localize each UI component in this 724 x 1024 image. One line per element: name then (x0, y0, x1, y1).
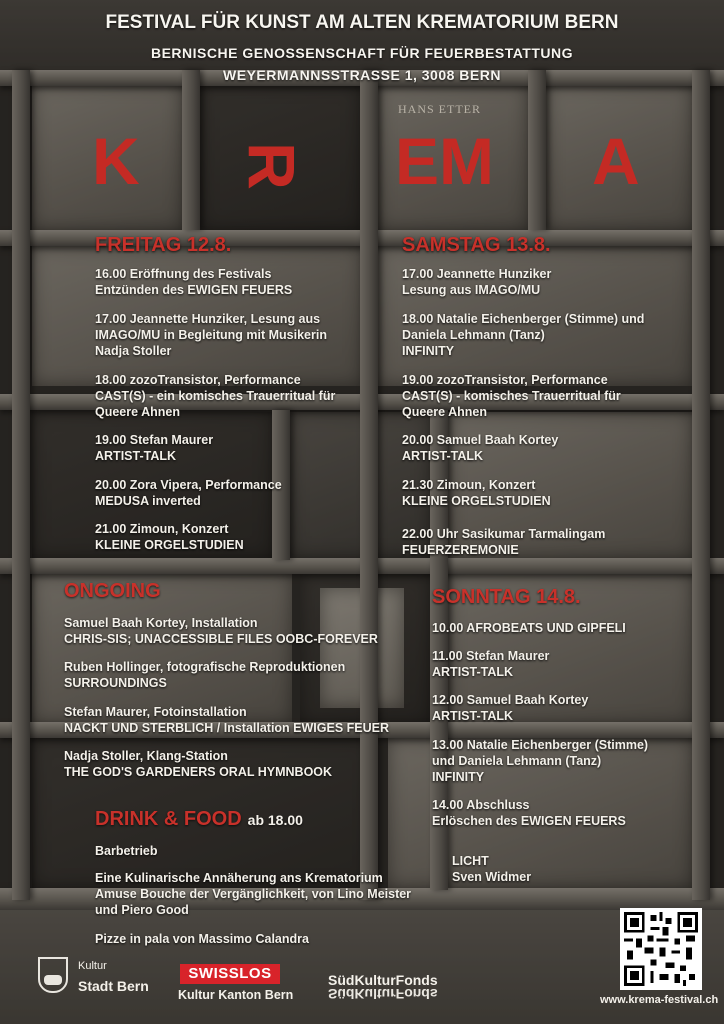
sunday-item: 14.00 Abschluss Erlöschen des EWIGEN FEUERS (432, 798, 626, 828)
organizer: BERNISCHE GENOSSENSCHAFT FÜR FEUERBESTATTUNG (150, 45, 574, 61)
kultur-label: Kultur (78, 960, 107, 972)
friday-item: 16.00 Eröffnung des Festivals Entzünden des EWIGEN FEUERS (95, 267, 293, 297)
qr-code-icon[interactable] (620, 908, 702, 990)
address: WEYERMANNSSTRASSE 1, 3008 BERN (223, 67, 501, 83)
krema-letter-a: A (592, 124, 640, 198)
krema-letter-k: K (92, 124, 140, 198)
sunday-item: 11.00 Stefan Maurer ARTIST-TALK (432, 649, 550, 679)
saturday-item: 17.00 Jeannette Hunziker Lesung aus IMAGO/MU (402, 267, 552, 297)
ongoing-item: Nadja Stoller, Klang-Station THE GOD'S GARDENERS ORAL HYMNBOOK (64, 749, 333, 779)
sunday-item: 10.00 AFROBEATS UND GIPFELI (432, 621, 626, 635)
saturday-heading: SAMSTAG 13.8. (402, 234, 551, 256)
stadt-bern-logo: Stadt Bern (78, 978, 149, 994)
krema-letter-r: R (234, 142, 309, 190)
krema-letters-em: EM (395, 124, 494, 198)
suedkulturfonds-logo-mirror: SüdKulturFonds (328, 986, 438, 1002)
sunday-item: 13.00 Natalie Eichenberger (Stimme) und Daniela Lehmann (Tanz) INFINITY (432, 738, 649, 784)
saturday-item: 21.30 Zimoun, Konzert KLEINE ORGELSTUDIEN (402, 478, 551, 508)
drink-item: Barbetrieb (95, 844, 158, 858)
ongoing-item: Ruben Hollinger, fotografische Reproduktionen SURROUNDINGS (64, 660, 346, 690)
ongoing-heading: ONGOING (64, 580, 161, 602)
saturday-item: 20.00 Samuel Baah Kortey ARTIST-TALK (402, 433, 559, 463)
drink-food-heading: DRINK & FOOD ab 18.00 (95, 808, 303, 830)
kultur-kanton-bern-label: Kultur Kanton Bern (178, 988, 294, 1002)
friday-item: 19.00 Stefan Maurer ARTIST-TALK (95, 433, 214, 463)
saturday-item: 18.00 Natalie Eichenberger (Stimme) und Daniela Lehmann (Tanz) INFINITY (402, 312, 645, 358)
sunday-heading: SONNTAG 14.8. (432, 586, 581, 608)
drink-item: Eine Kulinarische Annäherung ans Krematorium Amuse Bouche der Vergänglichkeit, von Lino Meister und Piero Good (95, 871, 412, 917)
festival-title: FESTIVAL FÜR KUNST AM ALTEN KREMATORIUM BERN (105, 12, 619, 33)
sunday-item: 12.00 Samuel Baah Kortey ARTIST-TALK (432, 693, 589, 723)
saturday-item: 19.00 zozoTransistor, Performance CAST(S) - komisches Trauerritual für Queere Ahnen (402, 373, 621, 419)
bern-bear-icon (38, 957, 68, 993)
saturday-item: 22.00 Uhr Sasikumar Tarmalingam FEUERZEREMONIE (402, 527, 606, 557)
friday-item: 17.00 Jeannette Hunziker, Lesung aus IMAGO/MU in Begleitung mit Musikerin Nadja Stoller (95, 312, 327, 358)
friday-item: 20.00 Zora Vipera, Performance MEDUSA inverted (95, 478, 282, 508)
friday-heading: FREITAG 12.8. (95, 234, 232, 256)
licht-credit: LICHT Sven Widmer (452, 854, 532, 884)
friday-item: 21.00 Zimoun, Konzert KLEINE ORGELSTUDIEN (95, 522, 244, 552)
suedkulturfonds-logo: SüdKulturFonds (328, 972, 438, 988)
friday-item: 18.00 zozoTransistor, Performance CAST(S) - ein komisches Trauerritual für Queere Ahnen (95, 373, 336, 419)
drink-item: Pizze in pala von Massimo Calandra (95, 932, 309, 946)
ongoing-item: Stefan Maurer, Fotoinstallation NACKT UND STERBLICH / Installation EWIGES FEUER (64, 705, 390, 735)
plaque-text: HANS ETTER (398, 102, 481, 116)
swisslos-logo: SWISSLOS (180, 964, 280, 984)
ongoing-item: Samuel Baah Kortey, Installation CHRIS-SIS; UNACCESSIBLE FILES OOBC-FOREVER (64, 616, 378, 646)
drink-food-time: ab 18.00 (247, 812, 303, 828)
website-link[interactable]: www.krema-festival.ch (600, 994, 719, 1006)
